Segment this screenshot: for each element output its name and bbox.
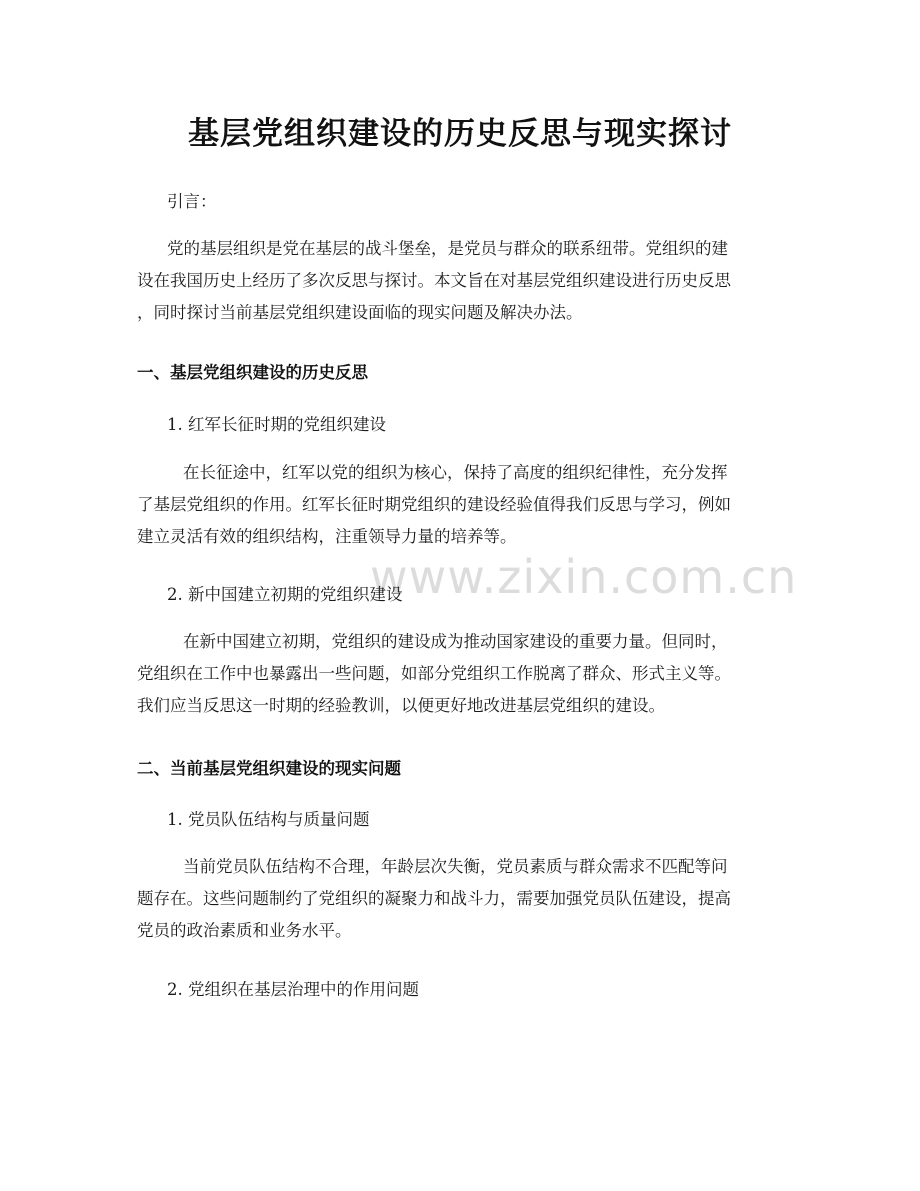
subsection-title: 2. 新中国建立初期的党组织建设 [167,585,403,604]
paragraph-line: 当前党员队伍结构不合理，年龄层次失衡，党员素质与群众需求不匹配等问 [183,857,728,876]
paragraph-line: 设在我国历史上经历了多次反思与探讨。本文旨在对基层党组织建设进行历史反思 [137,271,731,290]
intro-label: 引言： [167,192,217,211]
paragraph-line: 在新中国建立初期，党组织的建设成为推动国家建设的重要力量。但同时， [183,632,728,651]
paragraph [137,626,787,722]
paragraph-line: 党组织在工作中也暴露出一些问题，如部分党组织工作脱离了群众、形式主义等。 [137,664,731,683]
document-title: 基层党组织建设的历史反思与现实探讨 [188,116,732,152]
subsection-title: 1. 红军长征时期的党组织建设 [167,415,386,434]
section-heading-2: 二、当前基层党组织建设的现实问题 [137,759,401,778]
paragraph-line: 党员的政治素质和业务水平。 [137,921,352,940]
paragraph-line: 了基层党组织的作用。红军长征时期党组织的建设经验值得我们反思与学习，例如 [137,495,731,514]
subsection-title: 2. 党组织在基层治理中的作用问题 [167,980,419,999]
subsection-title: 1. 党员队伍结构与质量问题 [167,810,370,829]
paragraph-line: 在长征途中，红军以党的组织为核心，保持了高度的组织纪律性，充分发挥 [183,463,728,482]
paragraph-line: 我们应当反思这一时期的经验教训，以便更好地改进基层党组织的建设。 [137,696,665,715]
paragraph-line: 建立灵活有效的组织结构，注重领导力量的培养等。 [137,527,517,546]
paragraph-line: 题存在。这些问题制约了党组织的凝聚力和战斗力，需要加强党员队伍建设，提高 [137,889,731,908]
paragraph-line: ，同时探讨当前基层党组织建设面临的现实问题及解决办法。 [137,303,583,322]
paragraph [137,457,787,553]
intro-paragraph [137,233,787,329]
watermark: www.zixin.com.cn [370,550,798,604]
paragraph [137,851,787,947]
paragraph-line: 党的基层组织是党在基层的战斗堡垒，是党员与群众的联系纽带。党组织的建 [167,239,728,258]
section-heading-1: 一、基层党组织建设的历史反思 [137,363,368,382]
